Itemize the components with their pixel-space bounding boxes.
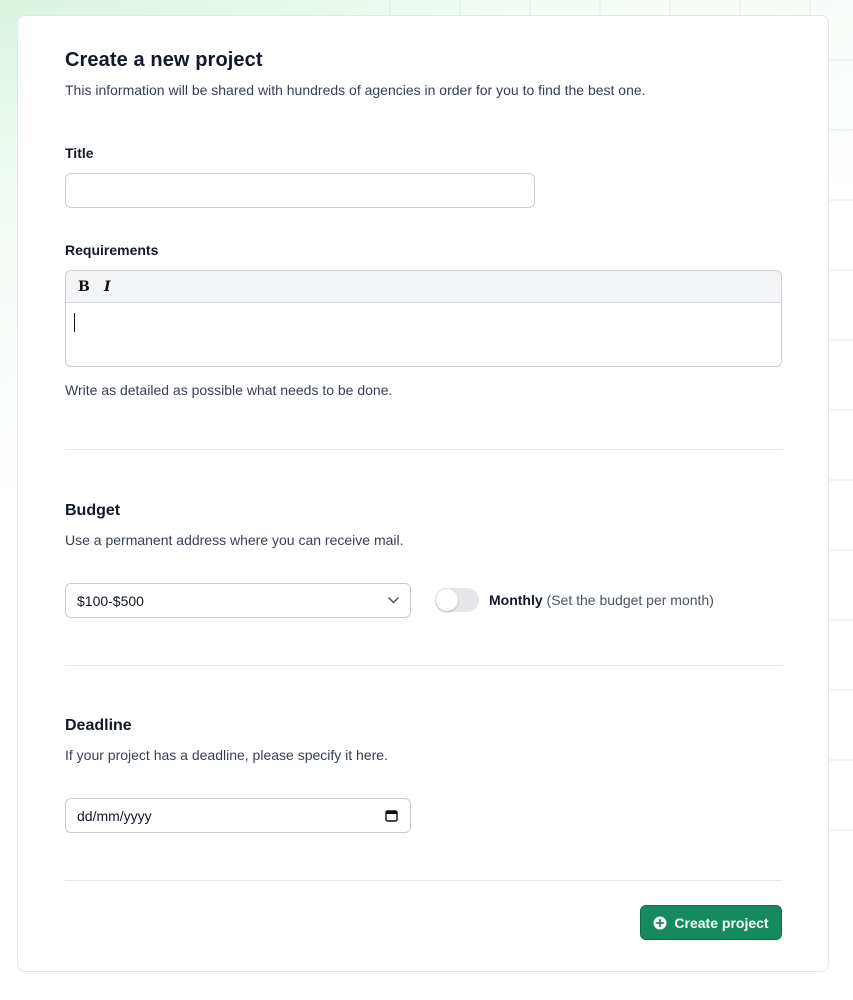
create-project-label: Create project <box>674 914 769 931</box>
italic-button[interactable]: I <box>104 278 111 295</box>
calendar-icon[interactable] <box>384 809 398 823</box>
section-divider <box>65 665 782 666</box>
requirements-editor <box>65 270 782 367</box>
deadline-date-input[interactable] <box>65 798 411 833</box>
page-subtitle: This information will be shared with hundreds of agencies in order for you to find the best one. <box>65 82 646 98</box>
budget-select-value: $100-$500 <box>77 592 144 609</box>
requirements-label: Requirements <box>65 242 159 258</box>
chevron-down-icon <box>387 595 399 607</box>
plus-circle-icon <box>653 916 667 930</box>
title-input[interactable] <box>65 173 535 208</box>
section-divider <box>65 449 782 450</box>
create-project-button[interactable] <box>640 905 782 940</box>
section-divider <box>65 880 782 881</box>
toggle-knob <box>436 589 458 611</box>
budget-select[interactable] <box>65 583 411 618</box>
monthly-toggle-label <box>489 592 714 608</box>
bold-button[interactable]: B <box>78 278 90 295</box>
requirements-help-text: Write as detailed as possible what needs to be done. <box>65 382 393 398</box>
monthly-toggle[interactable] <box>435 588 479 612</box>
deadline-description: If your project has a deadline, please specify it here. <box>65 747 388 763</box>
requirements-textarea[interactable] <box>66 303 781 366</box>
date-placeholder: dd/mm/yyyy <box>77 807 152 824</box>
editor-toolbar <box>66 271 781 303</box>
page-title: Create a new project <box>65 49 263 71</box>
text-caret <box>74 313 75 332</box>
title-label: Title <box>65 145 94 161</box>
create-project-card <box>17 15 829 972</box>
budget-title: Budget <box>65 502 121 519</box>
monthly-label: Monthly <box>489 592 543 608</box>
monthly-toggle-group <box>435 588 714 612</box>
monthly-hint: (Set the budget per month) <box>546 592 714 608</box>
budget-description: Use a permanent address where you can receive mail. <box>65 532 404 548</box>
deadline-title: Deadline <box>65 717 132 734</box>
